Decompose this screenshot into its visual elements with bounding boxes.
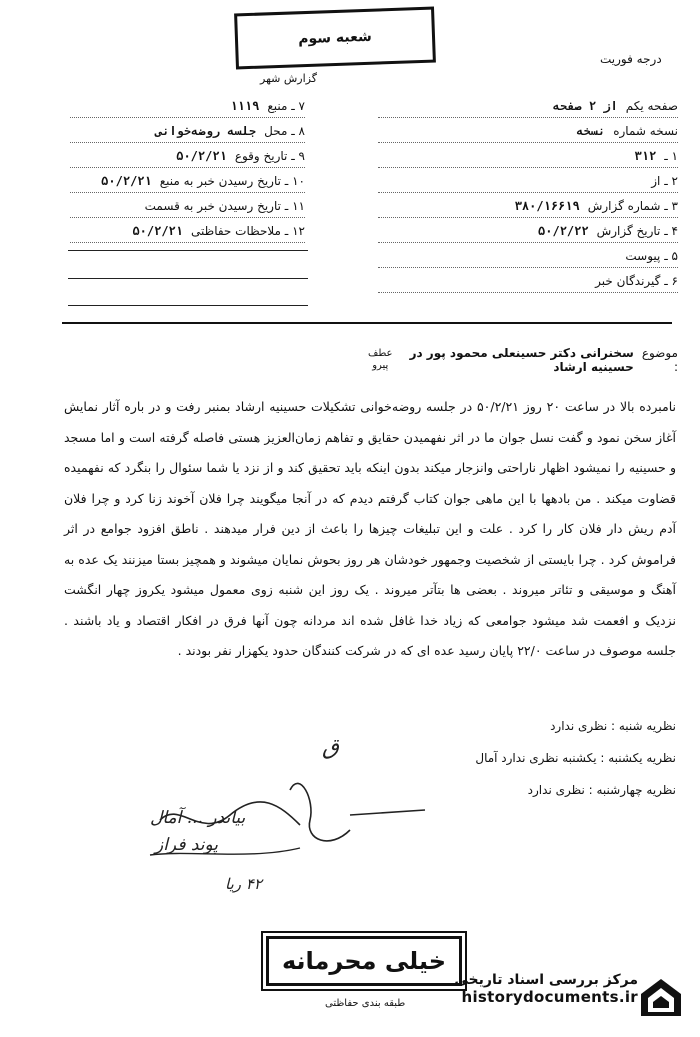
signature-scribble xyxy=(140,760,440,890)
brand-site: historydocuments.ir xyxy=(461,988,638,1006)
meta-row xyxy=(70,195,305,218)
meta-label: نسخه شماره xyxy=(613,124,678,138)
stamp-top-text: شعبه سوم xyxy=(297,28,373,48)
meta-label: ۴ ـ تاریخ گزارش xyxy=(596,224,678,238)
meta-label: ۳ ـ شماره گزارش xyxy=(587,199,678,213)
meta-value: جلسه روضه‌خوانی xyxy=(154,124,257,138)
handwritten-mark: ق xyxy=(322,735,340,760)
meta-label: ۱۰ ـ تاریخ رسیدن خبر به منبع xyxy=(159,174,305,188)
classification-stamp-top xyxy=(234,7,436,70)
meta-row xyxy=(70,170,305,193)
meta-value: ۵۰/۲/۲۱ xyxy=(176,149,227,163)
meta-row xyxy=(378,245,678,268)
meta-row xyxy=(378,145,678,168)
blank-line xyxy=(68,278,308,279)
stamp-footer-label: طبقه بندی حفاظتی xyxy=(325,998,406,1009)
meta-row xyxy=(70,145,305,168)
meta-label: صفحه یکم xyxy=(625,99,678,113)
meta-row xyxy=(70,220,305,243)
meta-row xyxy=(378,95,678,118)
blank-line xyxy=(68,305,308,306)
opinion-line: نظریه چهارشنبه : نظری ندارد xyxy=(527,783,676,797)
scribble-stroke xyxy=(350,810,425,815)
subject-label: موضوع : xyxy=(641,346,678,374)
meta-value: ۵۰/۲/۲۱ xyxy=(101,174,152,188)
priority-label: درجه فوریت xyxy=(600,52,662,66)
meta-row xyxy=(378,220,678,243)
subject-text: سخنرانی دکتر حسینعلی محمود پور در حسینیه ارشاد xyxy=(409,346,634,374)
opinion-line: نظریه یکشنبه : یکشنبه نظری ندارد آمال xyxy=(475,751,676,765)
section-divider xyxy=(62,322,672,324)
mark-top: عطف xyxy=(368,348,393,359)
meta-label: ۶ ـ گیرندگان خبر xyxy=(595,274,678,288)
archive-logo-icon xyxy=(636,974,686,1020)
scribble-stroke xyxy=(290,783,350,840)
meta-right-column xyxy=(378,95,678,295)
mark-bottom: پیرو xyxy=(372,360,389,371)
scribble-stroke xyxy=(160,802,300,825)
subject-line xyxy=(58,346,678,374)
blank-line xyxy=(68,250,308,251)
meta-row xyxy=(70,95,305,118)
handwritten-date: ۴۲ ریا xyxy=(225,875,262,893)
meta-label: ۱۱ ـ تاریخ رسیدن خبر به قسمت xyxy=(144,199,305,213)
stamp-bottom-text: خیلی محرمانه xyxy=(281,947,447,975)
meta-row xyxy=(378,170,678,193)
meta-row xyxy=(378,195,678,218)
meta-value: ۳۸۰/۱۶۶۱۹ xyxy=(514,199,580,213)
stamp-subtitle: گزارش شهر xyxy=(260,72,317,85)
meta-row xyxy=(378,120,678,143)
opinion-line: نظریه شنبه : نظری ندارد xyxy=(550,719,676,733)
classification-stamp-bottom xyxy=(266,936,462,986)
scribble-stroke xyxy=(150,848,300,855)
meta-left-column xyxy=(70,95,305,245)
meta-label: ۸ ـ محل xyxy=(264,124,305,138)
meta-value: ۵۰/۲/۲۲ xyxy=(538,224,589,238)
meta-label: ۲ ـ از xyxy=(651,174,678,188)
meta-label: ۷ ـ منبع xyxy=(267,99,305,113)
meta-label: ۱۲ ـ ملاحظات حفاظتی xyxy=(191,224,305,238)
report-body: نامبرده بالا در ساعت ۲۰ روز ۵۰/۲/۲۱ در جلسه روضه‌خوانی تشکیلات حسینیه ارشاد بمنبر رفت و در باره آثار نمایش آغاز سخن نمود و گفت نسل جوان ما در اثر نفهمیدن حقایق و تفاهم زمان‌العزیز هستی فاصله گرفته است و اما مسجد و حسینیه را نمیشود اظهار ناراحتی وانزجار میکند بدون اینکه باید تحقیق کند و از نزد یا شما سئوال را بنگرد که نفهمیده قضاوت میکند . من بادهها با این ماهی جوان کتاب گرفتم دیدم که در آنجا میگویند چرا فلان آخوند زنا کرد و چرا فلان آدم ریش دار فلان کار را کرد . علت و این تبلیغات چیزها را باعث از دین فرار میدهند . ناطق افزود جوامع در اثر فراموش کرد . چرا بایستی از شخصیت وجمهور خودشان هر روز بحوش نمایان میشوند و همچیز بستا میزنند یک عده به آهنگ و موسیقی و تئاتر میروند . بعضی ها بتآتر میروند . یک روز این شنبه زوی معمول میشود یکروز چهار انگشت نزدیک و افعمت شد میشود جوامعی که زیاد خدا غافل شده اند مردانه چون آنها فرق در افکار اقتصاد و یاد باشند . جلسه موصوف در ساعت ۲۲/۰ پایان رسید عده ای که در شرکت کنندگان حدود یکهزار نفر بودند . xyxy=(64,399,677,658)
handwritten-note: پوند فراز xyxy=(155,835,219,855)
meta-row xyxy=(378,270,678,293)
handwritten-note: بیاندر ... آمال xyxy=(150,808,246,828)
meta-value: از ۲ صفحه xyxy=(552,99,618,113)
meta-label: ۹ ـ تاریخ وقوع xyxy=(234,149,305,163)
brand-watermark xyxy=(438,972,638,1006)
meta-row xyxy=(70,120,305,143)
brand-name-fa: مرکز بررسی اسناد تاریخی xyxy=(454,972,638,988)
meta-label: ۱ ـ xyxy=(664,149,678,163)
meta-value: ۳۱۲ xyxy=(634,149,657,163)
meta-value: ۱۱۱۹ xyxy=(230,99,260,113)
reference-marks xyxy=(368,348,393,372)
meta-value: ۵۰/۲/۲۱ xyxy=(132,224,184,238)
meta-value: نسخه xyxy=(576,124,606,138)
meta-label: ۵ ـ پیوست xyxy=(625,249,678,263)
